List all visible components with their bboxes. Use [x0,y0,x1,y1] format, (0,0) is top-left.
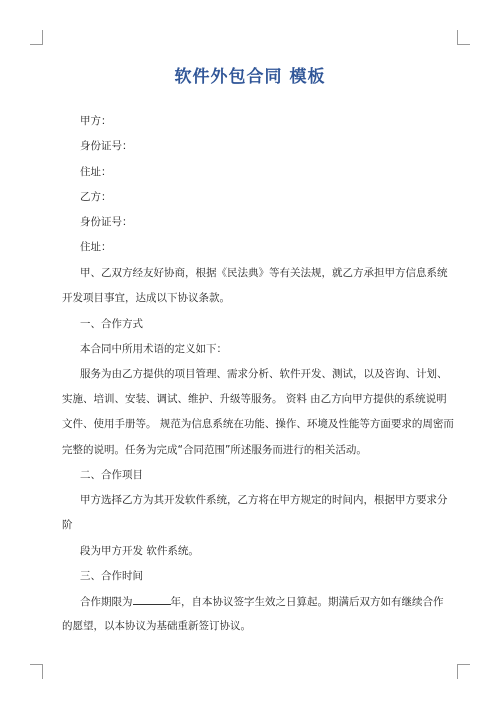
term-suffix: 年，自本协议签字生效之日算起。期满后双方如有继续合作 [170,596,444,608]
party-b-address-label: 住址： [80,241,112,253]
party-a-label: 甲方： [80,115,112,127]
section-1-paragraph-line-4: 完整的说明。任务为完成“合同范围”所述服务而进行的相关活动。 [62,444,367,456]
party-b-id-label: 身份证号： [80,216,133,228]
section-1-paragraph-line-1: 服务为由乙方提供的项目管理、需求分析、软件开发、测试，以及咨询、计划、 [80,368,448,380]
document-title: 软件外包合同 模板 [174,67,326,87]
section-1-heading: 一、合作方式 [80,318,143,330]
section-3-paragraph-line-2: 的愿望，以本协议为基础重新签订协议。 [62,620,251,632]
party-a-address-label: 住址： [80,166,112,178]
term-blank-field [133,594,171,605]
intro-line-2: 开发项目事宜，达成以下协议条款。 [62,292,230,304]
section-2-paragraph-line-2: 阶 [62,519,73,531]
section-3-heading: 三、合作时间 [80,570,143,582]
intro-line-1: 甲、乙双方经友好协商，根据《民法典》等有关法规，就乙方承担甲方信息系统 [80,267,448,279]
term-prefix: 合作期限为 [80,596,133,608]
crop-mark-bottom-right [457,664,470,679]
crop-mark-top-right [457,30,470,45]
party-a-id-label: 身份证号： [80,140,133,152]
section-2-paragraph-line-1: 甲方选择乙方为其开发软件系统，乙方将在甲方规定的时间内，根据甲方要求分 [80,494,448,506]
section-2-paragraph-line-3: 段为甲方开发 软件系统。 [80,545,199,557]
crop-mark-top-left [30,30,43,45]
section-2-heading: 二、合作项目 [80,469,143,481]
crop-mark-bottom-left [30,664,43,679]
party-b-label: 乙方： [80,191,112,203]
section-1-paragraph-line-2: 实施、培训、安装、调试、维护、升级等服务。 资料 由乙方向甲方提供的系统说明 [62,393,447,405]
section-1-definition: 本合同中所用术语的定义如下： [80,343,227,355]
section-3-paragraph-line-1 [80,594,444,609]
section-1-paragraph-line-3: 文件、使用手册等。 规范为信息系统在功能、操作、环境及性能等方面要求的周密而 [62,418,454,430]
